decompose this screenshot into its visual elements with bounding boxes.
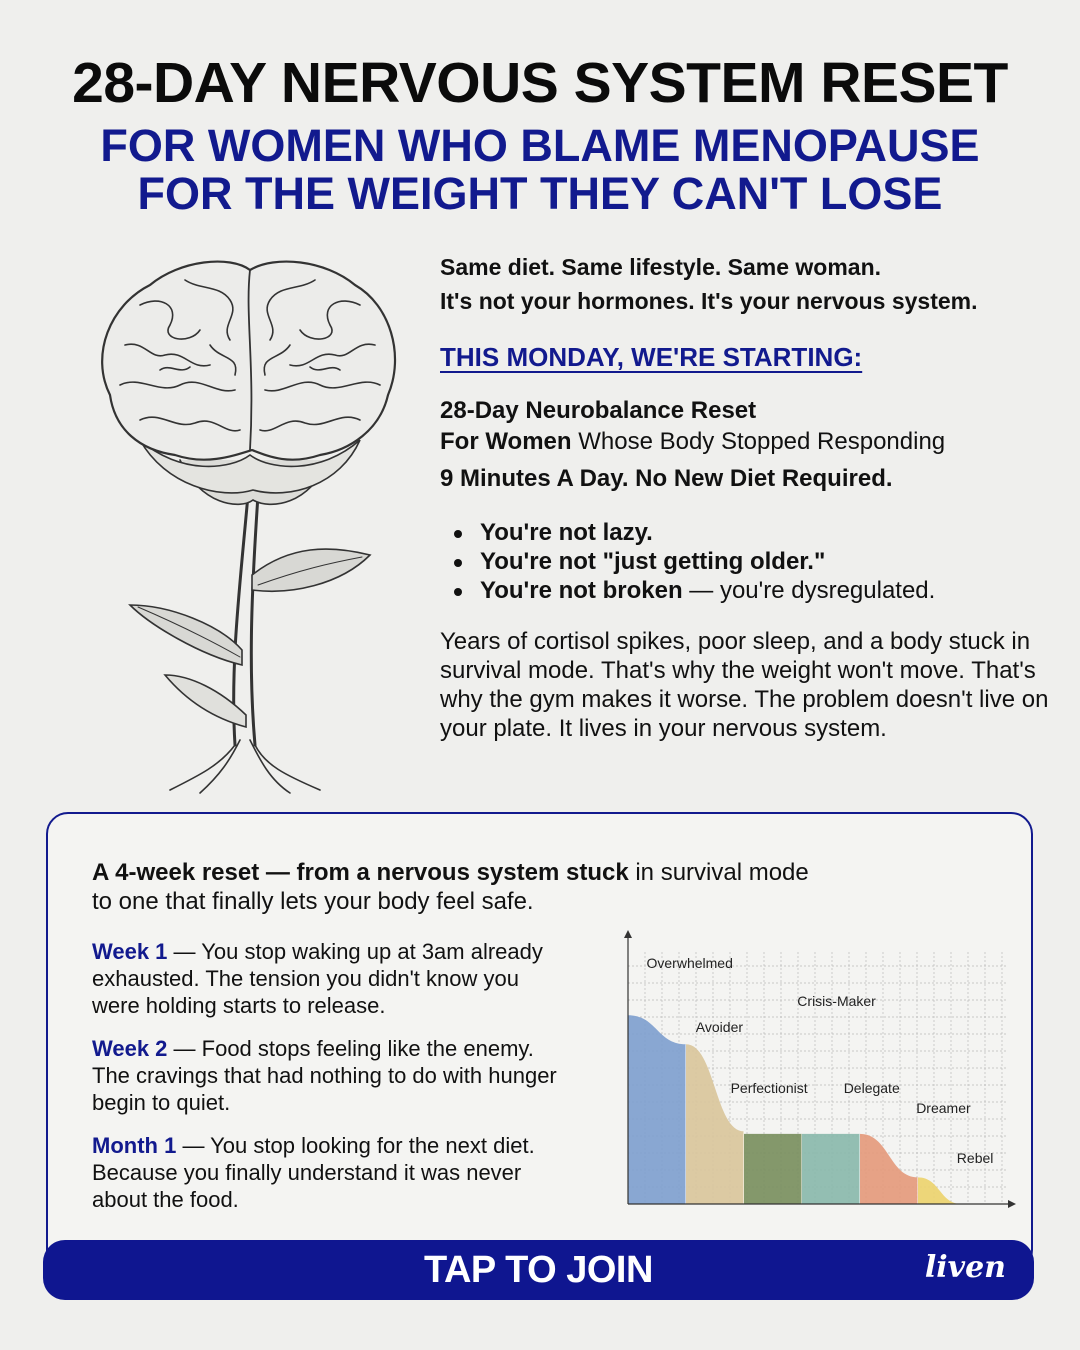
- chart-area-dreamer: [918, 1177, 962, 1204]
- program-audience: [440, 426, 1060, 457]
- program-audience-bold: For Women: [440, 428, 572, 455]
- bullet-bold: You're not lazy.: [480, 519, 653, 546]
- week-label: Week 1: [92, 939, 168, 964]
- box-lead-bold: A 4-week reset — from a nervous system stuck: [92, 859, 629, 886]
- page-title: 28-DAY NERVOUS SYSTEM RESET: [72, 51, 1008, 115]
- program-duration: 9 Minutes A Day. No New Diet Required.: [440, 465, 893, 492]
- chart-area-overwhelmed: [628, 1015, 686, 1204]
- bullet-item: [454, 576, 1060, 605]
- bullet-list: [440, 518, 1060, 605]
- chart-area-avoider: [686, 1044, 744, 1204]
- week-item: [92, 938, 562, 1019]
- chart-label-avoider: Avoider: [695, 1019, 744, 1035]
- intro-line-1: Same diet. Same lifestyle. Same woman.: [440, 254, 882, 280]
- program-details: [440, 395, 1060, 494]
- week-label: Week 2: [92, 1036, 168, 1061]
- chart-area-crisis-maker: [802, 1134, 860, 1204]
- bullet-bold: You're not "just getting older.": [480, 548, 826, 575]
- page-subtitle: [0, 122, 1080, 218]
- chart-label-crisis-maker: Crisis-Maker: [797, 993, 876, 1009]
- chart-area-delegate: [860, 1134, 918, 1204]
- subtitle-line-2: FOR THE WEIGHT THEY CAN'T LOSE: [137, 168, 943, 219]
- monday-heading: THIS MONDAY, WE'RE STARTING:: [440, 342, 863, 372]
- nervous-system-chart: [616, 926, 1016, 1216]
- week-item: [92, 1035, 562, 1116]
- box-lead-rest: in survival mode to one that finally lets your body feel safe.: [92, 859, 809, 915]
- chart-label-rebel: Rebel: [956, 1150, 994, 1166]
- week-item: [92, 1132, 562, 1213]
- chart-label-delegate: Delegate: [843, 1080, 900, 1096]
- week-label: Month 1: [92, 1133, 177, 1158]
- week-text: — You stop looking for the next diet. Because you finally understand it was never about the food.: [92, 1133, 535, 1212]
- week-text: — You stop waking up at 3am already exhausted. The tension you didn't know you were holding starts to release.: [92, 939, 543, 1018]
- week-text: — Food stops feeling like the enemy. The cravings that had nothing to do with hunger begin to quiet.: [92, 1036, 557, 1115]
- chart-area-perfectionist: [744, 1134, 802, 1204]
- intro-line-2: It's not your hormones. It's your nervous system.: [440, 288, 978, 314]
- box-lead: [92, 858, 832, 916]
- chart-label-dreamer: Dreamer: [916, 1100, 971, 1116]
- liven-logo: liven: [924, 1250, 1006, 1285]
- week-list: [92, 938, 562, 1229]
- chart-label-perfectionist: Perfectionist: [730, 1080, 808, 1096]
- cta-label: TAP TO JOIN: [424, 1249, 653, 1291]
- bullet-bold: You're not broken: [480, 577, 683, 604]
- program-name: 28-Day Neurobalance Reset: [440, 397, 757, 424]
- x-axis-arrow: [1008, 1200, 1016, 1208]
- subtitle-line-1: FOR WOMEN WHO BLAME MENOPAUSE: [100, 120, 980, 171]
- reset-info-box: [46, 812, 1033, 1272]
- bullet-rest: — you're dysregulated.: [682, 577, 936, 604]
- right-column: [440, 250, 1060, 743]
- bullet-item: [454, 547, 1060, 576]
- program-audience-rest: Whose Body Stopped Responding: [571, 428, 946, 455]
- tap-to-join-button[interactable]: [43, 1240, 1034, 1300]
- bullet-item: [454, 518, 1060, 547]
- y-axis-arrow: [624, 930, 632, 938]
- body-paragraph: Years of cortisol spikes, poor sleep, and a body stuck in survival mode. That's why the weight won't move. That's why the gym makes it worse. The problem doesn't live on your plate. It lives in your nervous system.: [440, 628, 1049, 742]
- brain-flower-illustration: [70, 245, 420, 805]
- chart-label-overwhelmed: Overwhelmed: [646, 955, 733, 971]
